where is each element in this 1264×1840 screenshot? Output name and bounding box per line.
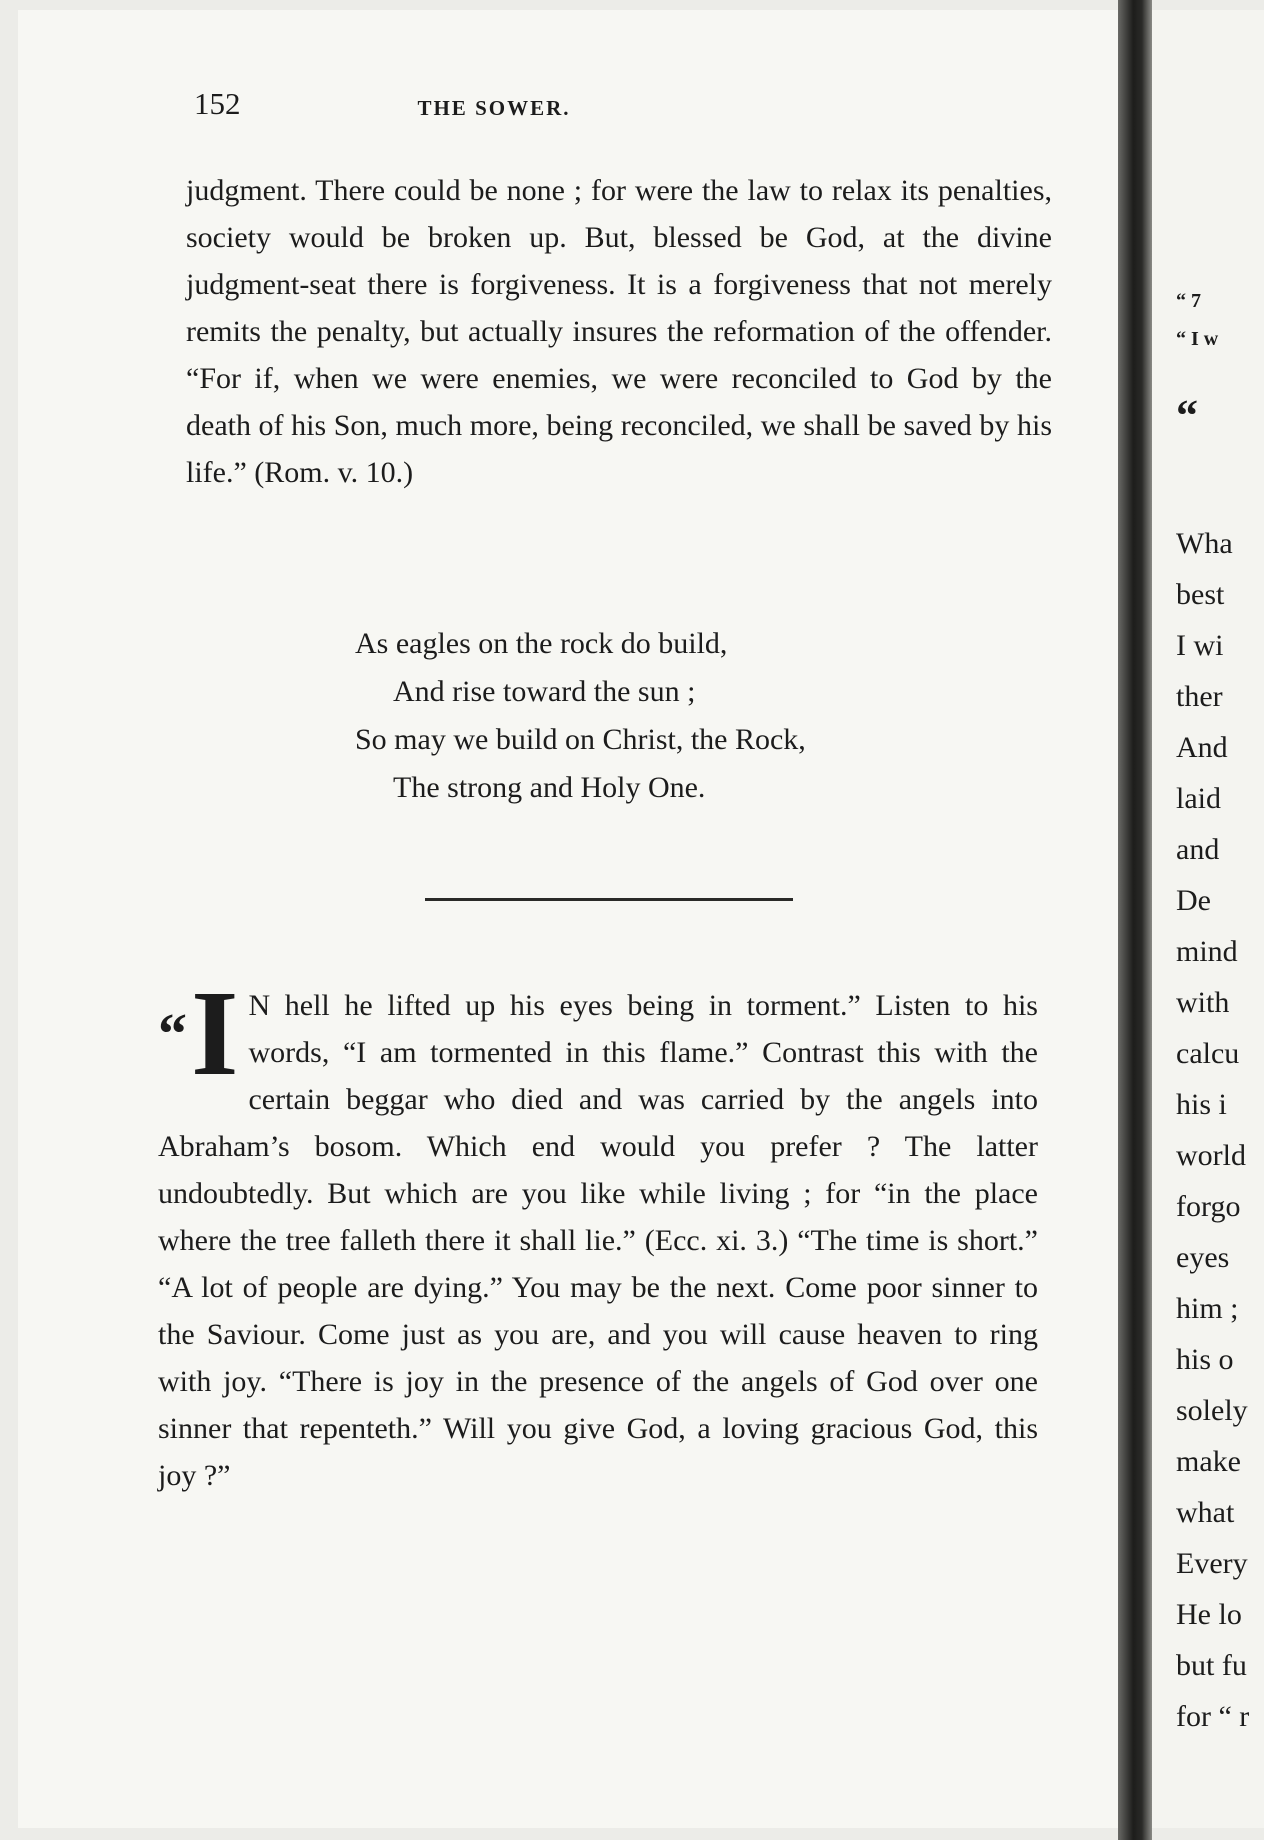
right-page-line: Wha [1176,527,1233,560]
right-page-line: make [1176,1445,1241,1478]
right-page-fragment [1152,10,1264,1828]
right-page-line: best [1176,578,1225,611]
right-page-line: He lo [1176,1598,1242,1631]
right-page-line: calcu [1176,1037,1240,1070]
right-page-line: and [1176,833,1220,866]
right-page-line: him ; [1176,1292,1239,1325]
drop-cap [158,966,239,1101]
right-page-line: his o [1176,1343,1234,1376]
verse [355,620,915,812]
verse-line: So may we build on Christ, the Rock, [355,723,806,756]
right-page-line: but fu [1176,1649,1247,1682]
verse-line: The strong and Holy One. [393,771,706,804]
drop-cap-quote: “ [158,1001,187,1066]
right-page-line: I wi [1176,629,1224,662]
paragraph-judgment: judgment. There could be none ; for were the law to relax its penalties, society would be broken up. But, blessed be God, at the divine judgment-seat there is forgiveness. It is a forgiveness that not merely remits the penalty, but actually insures the reformation of the offender. “For if, when we were enemies, we were reconciled to God by the death of his Son, much more, being reconciled, we shall be saved by his life.” (Rom. v. 10.) [186,174,1052,489]
paragraph-in-hell [158,966,1038,1499]
right-page-line: And [1176,731,1228,764]
right-page-line: Every [1176,1547,1248,1580]
right-page-line: “ I w [1176,328,1219,350]
right-page-line: for “ r [1176,1700,1250,1733]
right-page-line: laid [1176,782,1221,815]
right-page-line: ther [1176,680,1223,713]
section-divider [425,898,793,901]
verse-line: And rise toward the sun ; [393,675,696,708]
right-page-line: forgo [1176,1190,1241,1223]
running-head [194,86,1064,126]
drop-cap-letter: I [191,966,239,1101]
right-page-line: world [1176,1139,1246,1172]
page-number: 152 [194,86,241,121]
right-page-quote: “ [1176,391,1198,440]
right-page-line: eyes [1176,1241,1230,1274]
verse-line: As eagles on the rock do build, [355,627,728,660]
running-title: THE SOWER. [417,96,571,120]
paragraph-in-hell-text: N hell he lifted up his eyes being in torment.” Listen to his words, “I am tormented in this flame.” Contrast this with the certain beggar who died and was carried by the angels into Abraham’s bosom. Which end would you prefer ? The latter undoubtedly. But which are you like while living ; for “in the place where the tree falleth there it shall lie.” (Ecc. xi. 3.) “The time is short.” “A lot of people are dying.” You may be the next. Come poor sinner to the Saviour. Come just as you are, and you will cause heaven to ring with joy. “There is joy in the presence of the angels of God over one sinner that repenteth.” Will you give God, a loving gracious God, this joy ?” [158,989,1038,1492]
right-page-line: De [1176,884,1211,917]
right-page-line: his i [1176,1088,1227,1121]
book-gutter [1118,0,1152,1840]
right-page-line: what [1176,1496,1235,1529]
right-page-line: solely [1176,1394,1248,1427]
right-page-line: “ 7 [1176,290,1201,312]
right-page-line: with [1176,986,1230,1019]
right-page-line: mind [1176,935,1238,968]
